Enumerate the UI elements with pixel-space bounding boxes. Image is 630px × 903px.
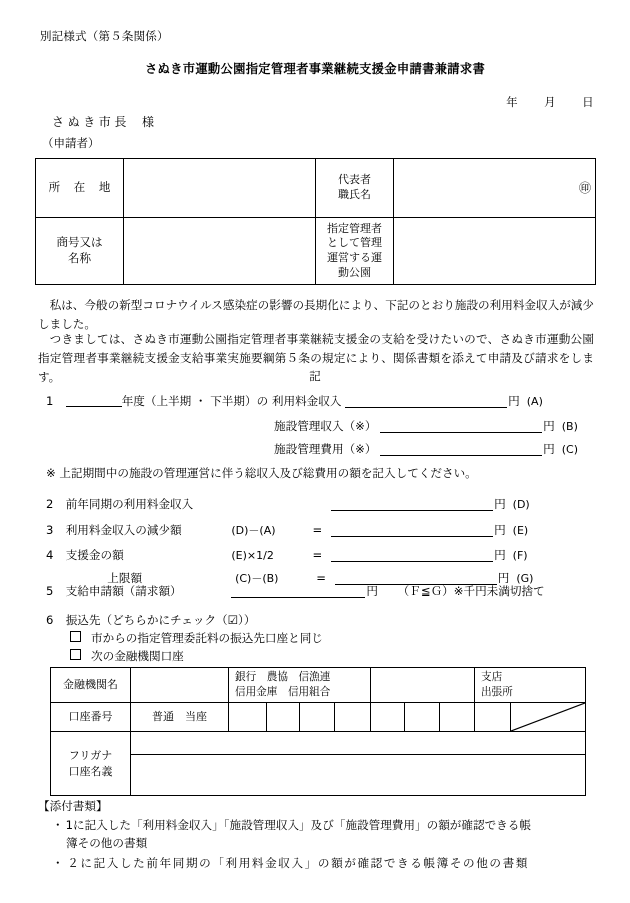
tradename-input[interactable] bbox=[124, 218, 316, 285]
item-1c bbox=[274, 440, 578, 459]
representative-label bbox=[316, 159, 394, 218]
institution-kind-label bbox=[229, 668, 371, 703]
attachment-item-2-text: ２に記入した前年同期の「利用料金収入」の額が確認できる帳簿その他の書類 bbox=[67, 856, 529, 870]
account-digit-cell[interactable] bbox=[405, 703, 440, 732]
claim-amount-input[interactable] bbox=[231, 582, 365, 598]
tradename-label bbox=[36, 218, 124, 285]
account-type-label: 普通 当座 bbox=[131, 703, 229, 732]
park-label-line1: 指定管理者 bbox=[327, 221, 382, 235]
item-3-equals: = bbox=[312, 523, 323, 537]
account-digit-cell[interactable] bbox=[267, 703, 300, 732]
account-holder-name-label: 口座名義 bbox=[68, 764, 113, 778]
account-digit-cell[interactable] bbox=[371, 703, 405, 732]
account-number-label: 口座番号 bbox=[51, 703, 131, 732]
attachment-item-1 bbox=[52, 817, 618, 853]
table-row bbox=[51, 755, 586, 796]
diagonal-strike-icon bbox=[511, 703, 585, 731]
item-4-formula: (E)×1/2 bbox=[231, 549, 274, 562]
park-label-line3: 運営する運 bbox=[327, 251, 382, 264]
table-row bbox=[36, 218, 596, 285]
branch-label-line1: 支店 bbox=[481, 671, 503, 684]
park-input[interactable] bbox=[394, 218, 596, 285]
date-day-label: 日 bbox=[582, 95, 594, 109]
item-5-number: 5 bbox=[46, 584, 54, 598]
account-unused-cell bbox=[511, 703, 586, 732]
applicant-section-label: （申請者） bbox=[42, 136, 100, 150]
item-3-yen: 円 bbox=[494, 523, 506, 537]
form-code: 別記様式（第５条関係） bbox=[40, 29, 169, 43]
addressee-name: さぬき市長 bbox=[52, 115, 131, 129]
item-4 bbox=[46, 546, 528, 565]
transfer-option-1[interactable] bbox=[70, 630, 323, 647]
item-2-label: 前年同期の利用料金収入 bbox=[65, 497, 194, 511]
amount-d-input[interactable] bbox=[331, 495, 493, 511]
account-holder-label bbox=[51, 732, 131, 796]
item-4-equals: = bbox=[312, 548, 323, 562]
item-4b-formula: (C)－(B) bbox=[235, 572, 279, 585]
applicant-table bbox=[35, 158, 596, 285]
body-paragraph-1 bbox=[38, 296, 594, 334]
amount-f-input[interactable] bbox=[331, 546, 493, 562]
checkbox-icon[interactable] bbox=[70, 631, 81, 642]
representative-input[interactable] bbox=[394, 159, 596, 218]
item-4b-equals: = bbox=[316, 571, 326, 585]
item-1b-tag: (B) bbox=[561, 420, 578, 433]
account-digit-cell[interactable] bbox=[229, 703, 267, 732]
item-2-yen: 円 bbox=[494, 497, 506, 511]
branch-name-input[interactable] bbox=[371, 668, 475, 703]
seal-icon: ㊞ bbox=[578, 181, 591, 195]
item-3 bbox=[46, 521, 528, 540]
institution-kind-line2: 信用金庫 信用組合 bbox=[235, 686, 331, 698]
bank-account-table bbox=[50, 667, 586, 796]
item-4-label: 支援金の額 bbox=[65, 548, 124, 562]
account-holder-input[interactable] bbox=[131, 755, 586, 796]
ki-marker: 記 bbox=[309, 369, 321, 383]
transfer-option-2-label: 次の金融機関口座 bbox=[91, 649, 184, 663]
transfer-option-1-label: 市からの指定管理委託料の振込先口座と同じ bbox=[91, 631, 323, 645]
item-4-yen: 円 bbox=[494, 548, 506, 562]
attachment-item-1-part1: 1に記入した「利用料金収入」「施設管理収入」及び「施設管理費用」の額が確認できる帳 bbox=[65, 818, 531, 832]
account-digit-cell[interactable] bbox=[300, 703, 335, 732]
bullet-icon: ・ bbox=[52, 818, 64, 832]
bullet-icon: ・ bbox=[52, 856, 66, 870]
item-2-tag: (D) bbox=[512, 498, 530, 511]
furigana-input[interactable] bbox=[131, 732, 586, 755]
amount-b-input[interactable] bbox=[380, 417, 542, 433]
attachment-item-1-part2: 簿その他の書類 bbox=[66, 835, 148, 850]
location-label: 所 在 地 bbox=[36, 159, 124, 218]
item-4b-label: 上限額 bbox=[107, 571, 143, 585]
item-1 bbox=[46, 392, 543, 411]
date-line bbox=[506, 94, 594, 111]
account-digit-cell[interactable] bbox=[475, 703, 511, 732]
item-3-tag: (E) bbox=[512, 524, 529, 537]
park-label-line2: として管理 bbox=[327, 236, 382, 250]
body-paragraph-2-text: つきましては、さぬき市運動公園指定管理者事業継続支援金の支給を受けたいので、さぬき市運動公園指定管理者事業継続支援金支給事業実施要綱第５条の規定により、関係書類を添えて申請及び請求をします。 bbox=[38, 332, 594, 384]
item-1c-label: 施設管理費用（※） bbox=[274, 442, 377, 456]
table-row bbox=[51, 732, 586, 755]
park-label-line4: 動公園 bbox=[338, 265, 371, 279]
amount-c-input[interactable] bbox=[380, 440, 542, 456]
item-4b-yen: 円 bbox=[497, 571, 510, 585]
item-6 bbox=[46, 612, 255, 629]
item-1-year-suffix: 年度（上半期 ・ 下半期）の bbox=[121, 394, 269, 408]
representative-label-line2: 職氏名 bbox=[338, 188, 371, 201]
item-6-label: 振込先（どちらかにチェック（☑）） bbox=[65, 613, 256, 627]
item-1-tag: (A) bbox=[526, 395, 543, 408]
item-6-number: 6 bbox=[46, 613, 54, 627]
checkbox-icon[interactable] bbox=[70, 649, 81, 660]
date-month-label: 月 bbox=[544, 95, 557, 109]
amount-a-input[interactable] bbox=[345, 392, 507, 408]
transfer-option-2[interactable] bbox=[70, 648, 184, 665]
item-1c-tag: (C) bbox=[561, 443, 579, 456]
item-4b-tag: (G) bbox=[516, 572, 534, 585]
fiscal-year-input[interactable] bbox=[66, 393, 122, 407]
item-1c-yen: 円 bbox=[543, 442, 555, 456]
item-3-label: 利用料金収入の減少額 bbox=[65, 523, 182, 537]
addressee bbox=[52, 113, 155, 131]
note-asterisk: ※ 上記期間中の施設の管理運営に伴う総収入及び総費用の額を記入してください。 bbox=[46, 466, 477, 480]
item-3-formula: (D)－(A) bbox=[231, 524, 276, 537]
item-5-label: 支給申請額（請求額） bbox=[65, 584, 182, 598]
table-row bbox=[36, 159, 596, 218]
item-2-number: 2 bbox=[46, 497, 54, 511]
addressee-honorific: 様 bbox=[142, 115, 155, 129]
item-1-number: 1 bbox=[46, 394, 54, 408]
location-input[interactable] bbox=[124, 159, 316, 218]
account-digit-cell[interactable] bbox=[335, 703, 371, 732]
item-4-number: 4 bbox=[46, 548, 54, 562]
institution-name-input[interactable] bbox=[131, 668, 229, 703]
item-1-yen: 円 bbox=[508, 394, 520, 408]
item-4-tag: (F) bbox=[512, 549, 528, 562]
institution-kind-line1: 銀行 農協 信漁連 bbox=[235, 671, 331, 684]
item-1b-label: 施設管理収入（※） bbox=[274, 419, 377, 433]
table-row bbox=[51, 703, 586, 732]
item-2 bbox=[46, 495, 530, 514]
attachments-title: 【添付書類】 bbox=[38, 799, 108, 813]
item-3-number: 3 bbox=[46, 523, 54, 537]
branch-label bbox=[475, 668, 586, 703]
representative-label-line1: 代表者 bbox=[338, 173, 371, 187]
tradename-label-line2: 名称 bbox=[68, 251, 91, 265]
item-5 bbox=[46, 582, 545, 600]
amount-e-input[interactable] bbox=[331, 521, 493, 537]
item-1b bbox=[274, 417, 578, 436]
tradename-label-line1: 商号又は bbox=[56, 235, 103, 250]
table-row bbox=[51, 668, 586, 703]
item-1b-yen: 円 bbox=[543, 419, 555, 433]
account-digit-cell[interactable] bbox=[440, 703, 475, 732]
body-paragraph-1-text: 私は、今般の新型コロナウイルス感染症の影響の長期化により、下記のとおり施設の利用料金収入が減少しました。 bbox=[38, 298, 594, 331]
furigana-label: フリガナ bbox=[68, 748, 113, 762]
branch-label-line2: 出張所 bbox=[481, 686, 513, 698]
item-1-label: 利用料金収入 bbox=[271, 394, 342, 408]
page-title: さぬき市運動公園指定管理者事業継続支援金申請書兼請求書 bbox=[144, 62, 486, 76]
institution-label: 金融機関名 bbox=[51, 668, 131, 703]
item-5-condition: （Ｆ≦Ｇ）※千円未満切捨て bbox=[397, 584, 545, 598]
attachment-item-2 bbox=[52, 855, 618, 873]
item-5-yen: 円 bbox=[366, 584, 378, 598]
park-label bbox=[316, 218, 394, 285]
date-year-label: 年 bbox=[506, 95, 519, 109]
